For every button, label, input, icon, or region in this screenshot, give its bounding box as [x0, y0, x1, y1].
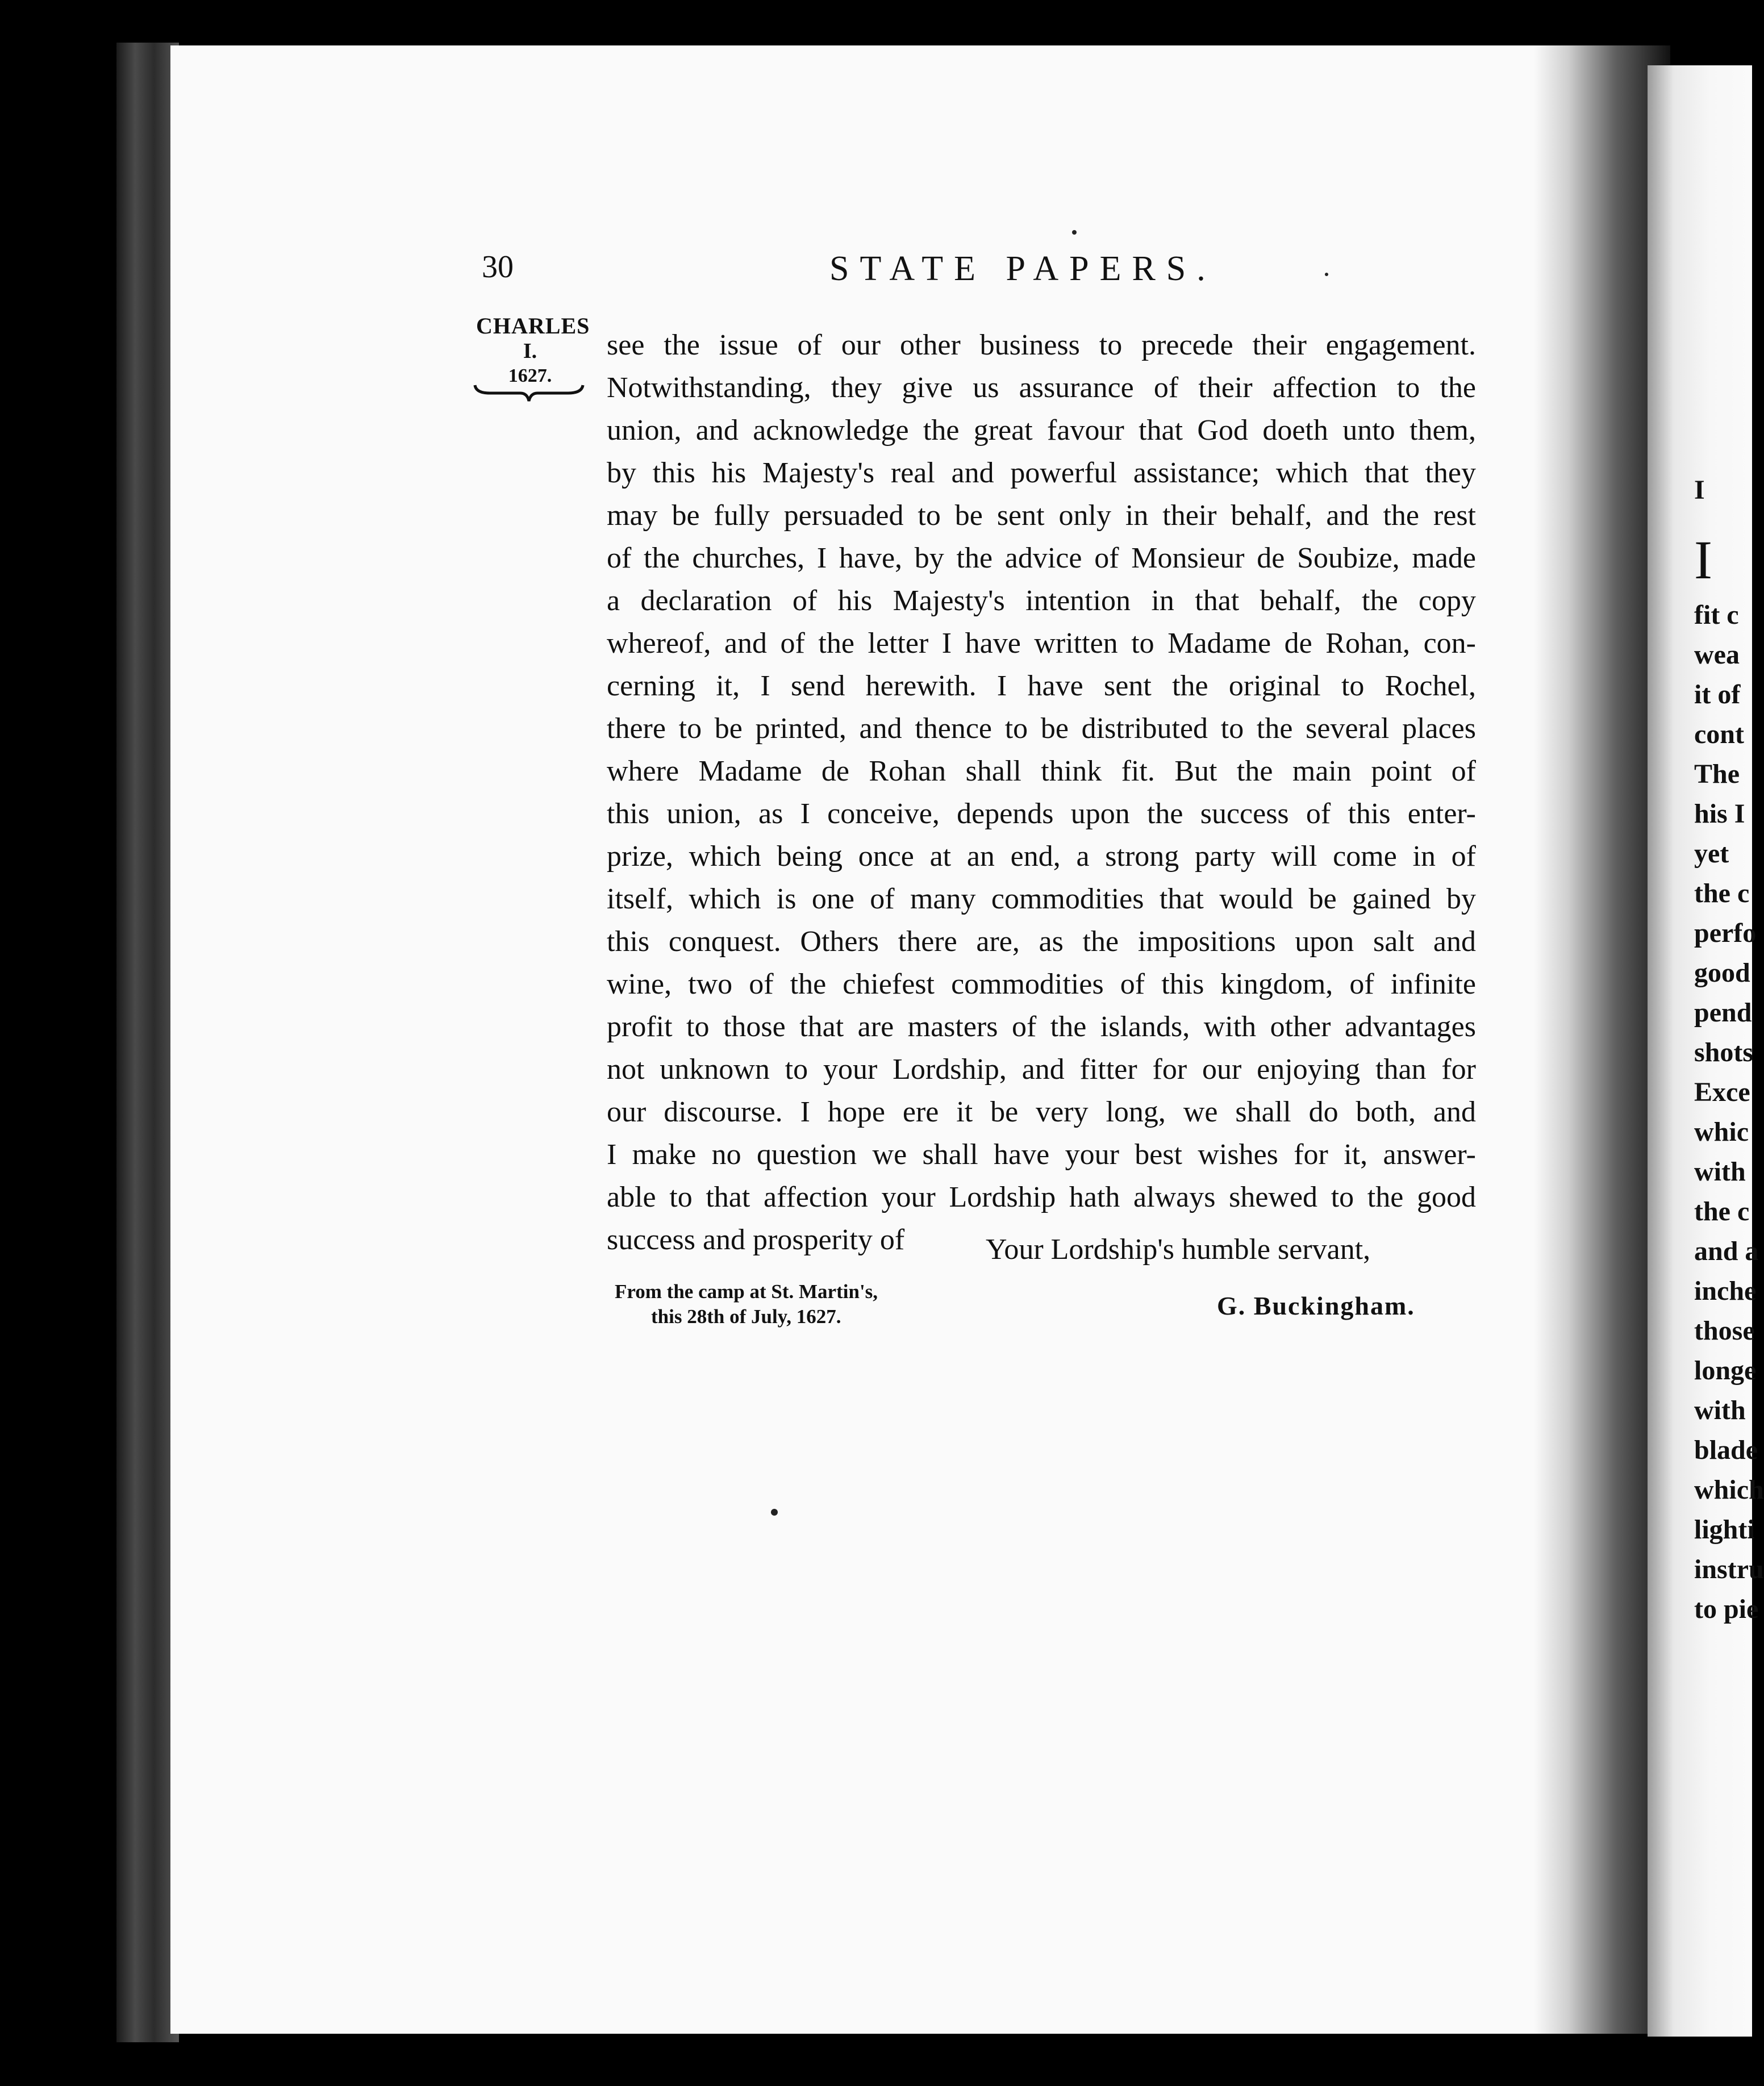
- body-line: success and prosperity of: [607, 1224, 905, 1256]
- dateline-date: this 28th of July, 1627.: [651, 1305, 841, 1328]
- letter-body: [607, 324, 1476, 1261]
- facing-page-fragment: shots: [1694, 1037, 1754, 1067]
- margin-note-year: 1627.: [508, 365, 552, 386]
- body-line: profit to those that are masters of the islands, with other advantages: [607, 1011, 1476, 1043]
- body-line: whereof, and of the letter I have written to Madame de Rohan, con-: [607, 627, 1476, 660]
- facing-page-fragment: instru: [1694, 1554, 1764, 1584]
- facing-page-fragment: I: [1694, 475, 1705, 505]
- facing-page-fragment: with: [1694, 1157, 1746, 1187]
- body-line: wine, two of the chiefest commodities of this kingdom, of infinite: [607, 968, 1476, 1000]
- body-line: see the issue of our other business to precede their engagement.: [607, 329, 1476, 361]
- facing-page-fragment: whic: [1694, 1117, 1749, 1147]
- facing-page-fragment: inche: [1694, 1276, 1757, 1306]
- body-line: a declaration of his Majesty's intention in that behalf, the copy: [607, 585, 1476, 617]
- ink-speck: [1325, 273, 1328, 276]
- body-line: where Madame de Rohan shall think fit. But the main point of: [607, 755, 1476, 787]
- facing-page-text: [1694, 0, 1764, 2086]
- facing-page-fragment: perfo: [1694, 918, 1757, 948]
- margin-note-numeral: I.: [523, 339, 537, 363]
- facing-page-fragment: lighti: [1694, 1515, 1755, 1545]
- facing-page-fragment: pend: [1694, 998, 1752, 1028]
- margin-note-king: CHARLES: [476, 313, 590, 339]
- facing-page-fragment: The: [1694, 759, 1740, 789]
- body-line: may be fully persuaded to be sent only in their behalf, and the rest: [607, 499, 1476, 532]
- facing-page-fragment: wea: [1694, 640, 1740, 670]
- margin-note-brace: [473, 382, 585, 404]
- facing-page-fragment: the c: [1694, 1196, 1750, 1226]
- facing-page-fragment: those: [1694, 1316, 1755, 1346]
- facing-page-fragment: good: [1694, 958, 1750, 988]
- body-line: this conquest. Others there are, as the impositions upon salt and: [607, 925, 1476, 958]
- signature: G. Buckingham.: [1217, 1291, 1415, 1320]
- body-line: by this his Majesty's real and powerful assistance; which that they: [607, 457, 1476, 489]
- facing-page-fragment: to pie: [1694, 1594, 1759, 1624]
- facing-page-fragment: with: [1694, 1395, 1746, 1425]
- body-line: of the churches, I have, by the advice of Monsieur de Soubize, made: [607, 542, 1476, 574]
- body-line: this union, as I conceive, depends upon the success of this enter-: [607, 798, 1476, 830]
- body-line: union, and acknowledge the great favour that God doeth unto them,: [607, 414, 1476, 447]
- facing-page-fragment: which: [1694, 1475, 1764, 1505]
- body-line: I make no question we shall have your best wishes for it, answer-: [607, 1138, 1476, 1171]
- facing-page-fragment: cont: [1694, 719, 1744, 749]
- body-line: cerning it, I send herewith. I have sent the original to Rochel,: [607, 670, 1476, 702]
- running-head: STATE PAPERS.: [829, 249, 1216, 288]
- ink-speck: [771, 1509, 778, 1516]
- facing-page-fragment: the c: [1694, 878, 1750, 908]
- ink-speck: [1072, 230, 1077, 235]
- facing-page-fragment: Exce: [1694, 1077, 1750, 1107]
- body-line: not unknown to your Lordship, and fitter for our enjoying than for: [607, 1053, 1476, 1086]
- facing-page-fragment: blade: [1694, 1435, 1758, 1465]
- facing-page-fragment: and a: [1694, 1236, 1759, 1266]
- dateline-place: From the camp at St. Martin's,: [615, 1280, 878, 1303]
- facing-page-fragment: it of: [1694, 679, 1741, 710]
- body-line: there to be printed, and thence to be distributed to the several places: [607, 712, 1476, 745]
- body-line: prize, which being once at an end, a strong party will come in of: [607, 840, 1476, 873]
- facing-page-fragment: fit c: [1694, 600, 1739, 630]
- closing-salutation: Your Lordship's humble servant,: [986, 1233, 1371, 1266]
- facing-page-fragment: his I: [1694, 799, 1745, 829]
- body-line: itself, which is one of many commodities that would be gained by: [607, 883, 1476, 915]
- margin-note: [476, 313, 590, 389]
- book-page-edge: [116, 43, 179, 2042]
- facing-page-fragment: I: [1694, 529, 1712, 590]
- body-line: able to that affection your Lordship hath always shewed to the good: [607, 1181, 1476, 1213]
- facing-page-fragment: yet: [1694, 838, 1729, 869]
- body-line: Notwithstanding, they give us assurance of their affection to the: [607, 372, 1476, 404]
- dateline: [615, 1279, 878, 1329]
- page-number: 30: [482, 249, 514, 285]
- facing-page-fragment: longe: [1694, 1355, 1757, 1386]
- body-line: our discourse. I hope ere it be very long, we shall do both, and: [607, 1096, 1476, 1128]
